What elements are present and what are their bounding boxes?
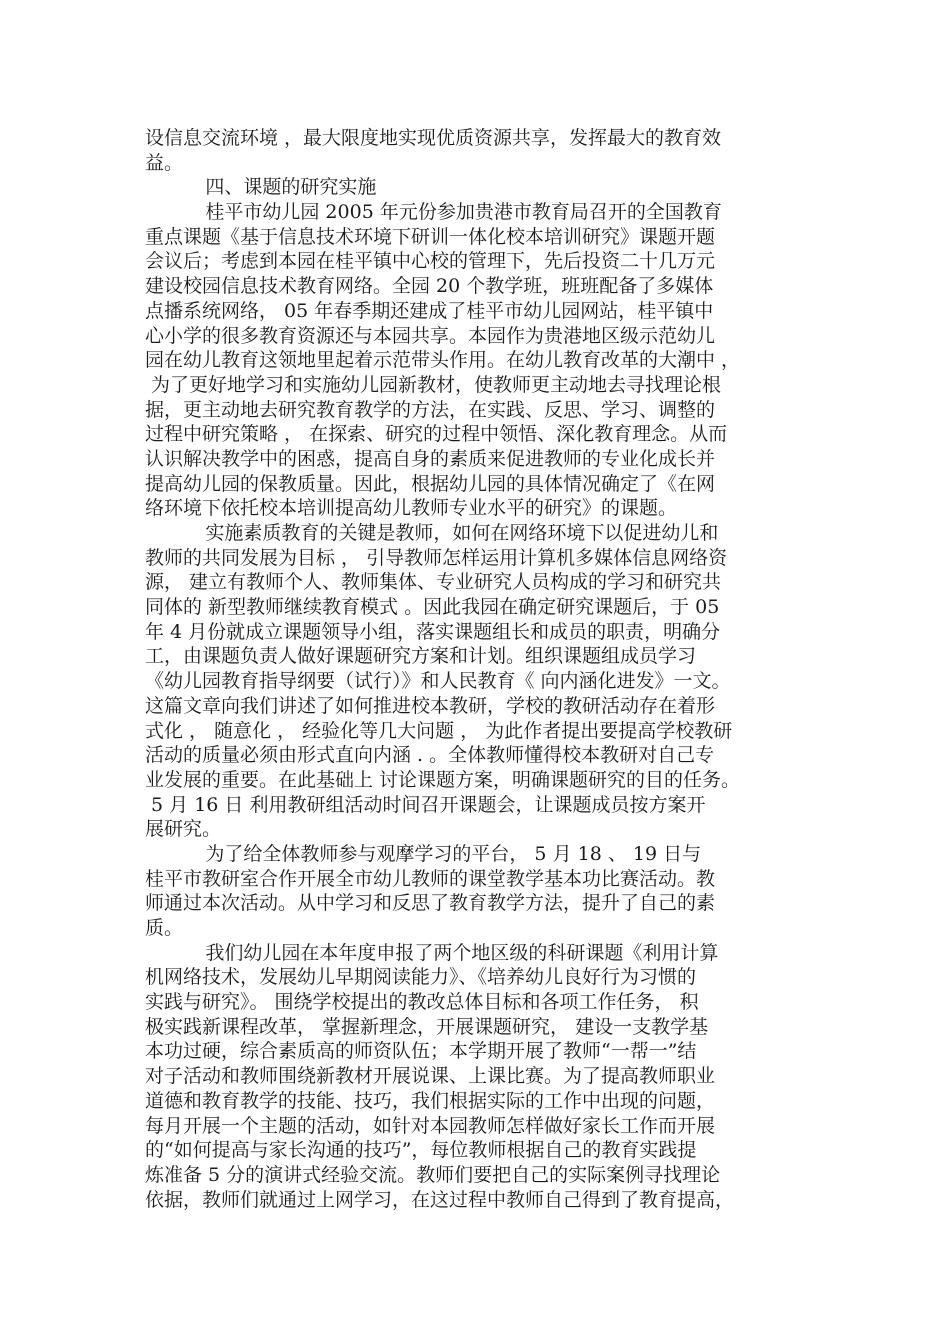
text-line: 为了给全体教师参与观摩学习的平台， 5 月 18 、 19 日与 — [145, 842, 702, 865]
text-line: 的“如何提高与家长沟通的技巧”，每位教师根据自己的教育实践提 — [145, 1139, 697, 1162]
text-line: 工，由课题负责人做好课题研究方案和计划。组织课题组成员学习 — [145, 645, 697, 668]
text-line: 炼准备 5 分的演讲式经验交流。教师们要把自己的实际案例寻找理论 — [145, 1163, 721, 1186]
text-line: 本功过硬，综合素质高的师资队伍；本学期开展了教师“一帮一”结 — [145, 1040, 697, 1063]
text-line: 会议后；考虑到本园在桂平镇中心校的管理下，先后投资二十几万元 — [145, 250, 716, 273]
text-line: 机网络技术，发展幼儿早期阅读能力》、《培养幼儿良好行为习惯的 — [145, 966, 697, 989]
text-line: 为了更好地学习和实施幼儿园新教材，使教师更主动地去寻找理论根 — [145, 373, 722, 396]
text-line: 设信息交流环境 ，最大限度地实现优质资源共享，发挥最大的教育效 — [145, 127, 722, 149]
text-line: 《幼儿园教育指导纲要（试行）》和人民教育《 向内涵化进发》一文。 — [145, 670, 731, 693]
text-line: 极实践新课程改革， 掌握新理念，开展课题研究， 建设一支教学基 — [145, 1015, 709, 1038]
text-line: 桂平市教研室合作开展全市幼儿教师的课堂教学基本功比赛活动。教 — [145, 867, 716, 890]
text-line: 认识解决教学中的困惑，提高自身的素质来促进教师的专业化成长并 — [145, 447, 716, 470]
text-line: 心小学的很多教育资源还与本园共享。本园作为贵港地区级示范幼儿 — [145, 324, 716, 347]
text-line: 重点课题《基于信息技术环境下研训一体化校本培训研究》课题开题 — [145, 225, 716, 248]
text-line: 业发展的重要。在此基础上 讨论课题方案，明确课题研究的目的任务。 — [145, 768, 741, 791]
text-line: 道德和教育教学的技能、技巧，我们根据实际的工作中出现的问题， — [145, 1089, 716, 1112]
text-line: 依据，教师们就通过上网学习，在这过程中教师自己得到了教育提高， — [145, 1188, 735, 1211]
text-line: 对子活动和教师围绕新教材开展说课、上课比赛。为了提高教师职业 — [145, 1065, 716, 1088]
text-line: 我们幼儿园在本年度申报了两个地区级的科研课题《利用计算 — [145, 941, 719, 964]
text-line: 师通过本次活动。从中学习和反思了教育教学方法，提升了自己的素 — [145, 892, 716, 915]
text-line: 提高幼儿园的保教质量。因此，根据幼儿园的具体情况确定了《在网 — [145, 472, 716, 495]
text-line: 教师的共同发展为目标 ， 引导教师怎样运用计算机多媒体信息网络资 — [145, 546, 728, 569]
text-line: 实施素质教育的关键是教师，如何在网络环境下以促进幼儿和 — [145, 522, 719, 544]
text-line: 点播系统网络， 05 年春季期还建成了桂平市幼儿园网站，桂平镇中 — [145, 299, 714, 322]
text-line: 络环境下依托校本培训提高幼儿教师专业水平的研究》的课题。 — [145, 497, 678, 520]
text-line: 式化 ， 随意化 ， 经验化等几大问题 ， 为此作者提出要提高学校教研 — [145, 719, 733, 742]
text-line: 展研究。 — [145, 818, 222, 841]
section-heading: 四、课题的研究实施 — [145, 176, 377, 199]
text-line: 据，更主动地去研究教育教学的方法，在实践、反思、学习、调整的 — [145, 398, 716, 421]
text-line: 同体的 新型教师继续教育模式 。因此我园在确定研究课题后，于 05 — [145, 596, 720, 619]
document-body — [145, 126, 813, 1212]
text-line: 5 月 16 日 利用教研组活动时间召开课题会，让课题成员按方案开 — [145, 793, 706, 816]
text-line: 年 4 月份就成立课题领导小组，落实课题组长和成员的职责，明确分 — [145, 620, 721, 643]
text-line: 建设校园信息技术教育网络。全园 20 个教学班，班班配备了多媒体 — [145, 275, 714, 298]
text-line: 这篇文章向我们讲述了如何推进校本教研，学校的教研活动存在着形 — [145, 694, 716, 717]
text-line: 园在幼儿教育这领地里起着示范带头作用。在幼儿教育改革的大潮中 ， — [145, 349, 741, 372]
text-line: 桂平市幼儿园 2005 年元份参加贵港市教育局召开的全国教育 — [145, 201, 722, 224]
text-line: 实践与研究》。 围绕学校提出的教改总体目标和各项工作任务， 积 — [145, 991, 699, 1014]
text-line: 质。 — [145, 917, 184, 939]
text-line: 过程中研究策略 ， 在探索、研究的过程中领悟、深化教育理念。从而 — [145, 423, 728, 446]
text-line: 源， 建立有教师个人、教师集体、专业研究人员构成的学习和研究共 — [145, 571, 722, 594]
text-line: 活动的质量必须由形式直向内涵 . 。全体教师懂得校本教研对自己专 — [145, 744, 715, 767]
text-line: 益。 — [145, 151, 184, 174]
text-line: 每月开展一个主题的活动，如针对本园教师怎样做好家长工作而开展 — [145, 1114, 716, 1137]
